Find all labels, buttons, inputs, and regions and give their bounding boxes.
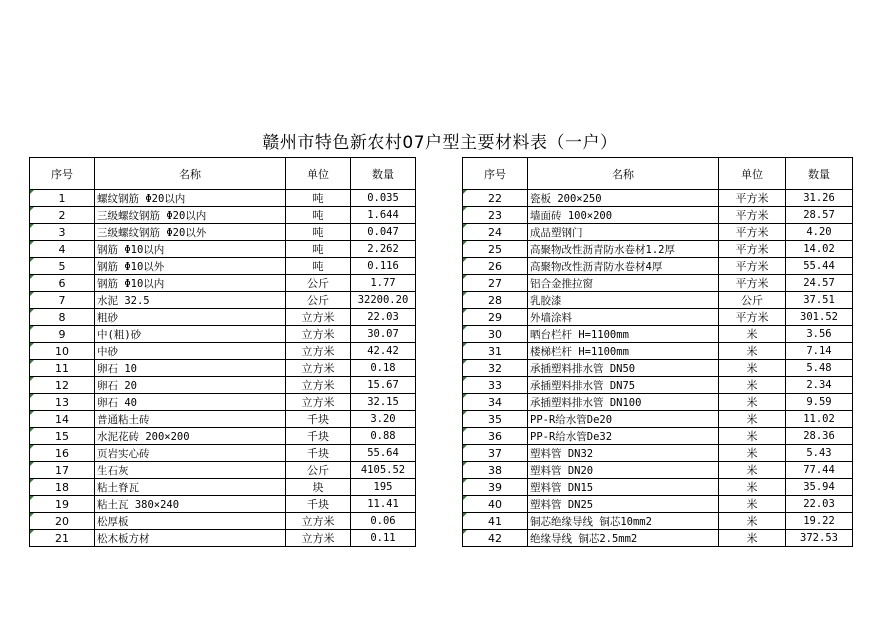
cell-seq: 32 (463, 360, 528, 377)
cell-unit: 吨 (286, 190, 351, 207)
cell-seq: 30 (463, 326, 528, 343)
table-row (30, 428, 416, 445)
cell-unit: 平方米 (719, 275, 786, 292)
cell-name: 水泥花砖 200×200 (95, 428, 286, 445)
cell-unit: 立方米 (286, 309, 351, 326)
cell-unit: 公斤 (286, 462, 351, 479)
cell-seq: 25 (463, 241, 528, 258)
table-row (30, 343, 416, 360)
table-row (463, 377, 853, 394)
table-header-row (463, 158, 853, 190)
cell-name: 高聚物改性沥青防水卷材4厚 (528, 258, 719, 275)
cell-qty: 0.047 (351, 224, 416, 241)
cell-qty: 28.36 (786, 428, 853, 445)
cell-unit: 米 (719, 445, 786, 462)
cell-name: 生石灰 (95, 462, 286, 479)
table-row (463, 513, 853, 530)
cell-qty: 30.07 (351, 326, 416, 343)
cell-seq: 41 (463, 513, 528, 530)
cell-seq: 26 (463, 258, 528, 275)
table-row (463, 479, 853, 496)
cell-qty: 32.15 (351, 394, 416, 411)
cell-seq: 28 (463, 292, 528, 309)
cell-name: 螺纹钢筋 Φ20以内 (95, 190, 286, 207)
table-row (30, 479, 416, 496)
cell-unit: 立方米 (286, 326, 351, 343)
cell-seq: 8 (30, 309, 95, 326)
cell-qty: 301.52 (786, 309, 853, 326)
cell-unit: 公斤 (286, 292, 351, 309)
cell-qty: 31.26 (786, 190, 853, 207)
cell-seq: 20 (30, 513, 95, 530)
cell-unit: 公斤 (719, 292, 786, 309)
cell-unit: 平方米 (719, 241, 786, 258)
cell-qty: 4.20 (786, 224, 853, 241)
cell-unit: 公斤 (286, 275, 351, 292)
cell-qty: 19.22 (786, 513, 853, 530)
cell-seq: 13 (30, 394, 95, 411)
cell-name: 外墙涂料 (528, 309, 719, 326)
cell-unit: 立方米 (286, 360, 351, 377)
table-row (463, 462, 853, 479)
cell-qty: 7.14 (786, 343, 853, 360)
table-row (463, 309, 853, 326)
cell-qty: 37.51 (786, 292, 853, 309)
cell-name: 成品塑钢门 (528, 224, 719, 241)
cell-qty: 1.77 (351, 275, 416, 292)
cell-seq: 3 (30, 224, 95, 241)
table-row (30, 224, 416, 241)
cell-unit: 立方米 (286, 394, 351, 411)
table-row (30, 530, 416, 547)
cell-seq: 33 (463, 377, 528, 394)
cell-name: 高聚物改性沥青防水卷材1.2厚 (528, 241, 719, 258)
cell-qty: 22.03 (786, 496, 853, 513)
cell-name: PP-R给水管De20 (528, 411, 719, 428)
table-row (463, 224, 853, 241)
materials-table-right (462, 157, 853, 547)
cell-unit: 平方米 (719, 207, 786, 224)
cell-qty: 28.57 (786, 207, 853, 224)
cell-qty: 32200.20 (351, 292, 416, 309)
cell-seq: 40 (463, 496, 528, 513)
table-row (30, 292, 416, 309)
cell-unit: 米 (719, 343, 786, 360)
header-seq: 序号 (30, 158, 95, 190)
cell-seq: 10 (30, 343, 95, 360)
cell-qty: 9.59 (786, 394, 853, 411)
cell-unit: 米 (719, 462, 786, 479)
table-row (463, 343, 853, 360)
cell-qty: 5.43 (786, 445, 853, 462)
cell-qty: 0.18 (351, 360, 416, 377)
cell-name: 粗砂 (95, 309, 286, 326)
cell-qty: 14.02 (786, 241, 853, 258)
table-row (463, 394, 853, 411)
table-row (463, 326, 853, 343)
cell-name: 钢筋 Φ10以内 (95, 275, 286, 292)
cell-seq: 34 (463, 394, 528, 411)
cell-unit: 米 (719, 326, 786, 343)
cell-qty: 55.44 (786, 258, 853, 275)
cell-seq: 5 (30, 258, 95, 275)
cell-qty: 2.34 (786, 377, 853, 394)
table-row (463, 241, 853, 258)
cell-seq: 35 (463, 411, 528, 428)
cell-unit: 米 (719, 513, 786, 530)
table-row (30, 394, 416, 411)
cell-qty: 0.06 (351, 513, 416, 530)
cell-unit: 立方米 (286, 343, 351, 360)
cell-unit: 千块 (286, 428, 351, 445)
cell-unit: 米 (719, 360, 786, 377)
page-title: 赣州市特色新农村07户型主要材料表（一户） (262, 133, 618, 153)
cell-seq: 31 (463, 343, 528, 360)
cell-name: 承插塑料排水管 DN50 (528, 360, 719, 377)
cell-name: 松厚板 (95, 513, 286, 530)
table-row (30, 496, 416, 513)
table-row (463, 258, 853, 275)
header-name: 名称 (95, 158, 286, 190)
cell-name: 塑料管 DN32 (528, 445, 719, 462)
materials-table-left (29, 157, 416, 547)
header-name: 名称 (528, 158, 719, 190)
cell-name: 塑料管 DN20 (528, 462, 719, 479)
header-qty: 数量 (351, 158, 416, 190)
cell-qty: 15.67 (351, 377, 416, 394)
table-row (463, 275, 853, 292)
cell-unit: 平方米 (719, 309, 786, 326)
table-row (463, 445, 853, 462)
cell-name: 承插塑料排水管 DN75 (528, 377, 719, 394)
cell-qty: 22.03 (351, 309, 416, 326)
table-row (30, 275, 416, 292)
cell-qty: 42.42 (351, 343, 416, 360)
cell-name: 页岩实心砖 (95, 445, 286, 462)
cell-seq: 39 (463, 479, 528, 496)
cell-seq: 7 (30, 292, 95, 309)
cell-seq: 4 (30, 241, 95, 258)
cell-name: PP-R给水管De32 (528, 428, 719, 445)
table-row (30, 190, 416, 207)
cell-unit: 米 (719, 428, 786, 445)
cell-qty: 3.20 (351, 411, 416, 428)
table-row (30, 360, 416, 377)
cell-qty: 0.035 (351, 190, 416, 207)
table-row (463, 292, 853, 309)
cell-unit: 吨 (286, 224, 351, 241)
cell-unit: 吨 (286, 258, 351, 275)
cell-qty: 4105.52 (351, 462, 416, 479)
table-row (30, 207, 416, 224)
table-row (463, 190, 853, 207)
cell-name: 塑料管 DN25 (528, 496, 719, 513)
cell-name: 楼梯栏杆 H=1100mm (528, 343, 719, 360)
cell-name: 卵石 40 (95, 394, 286, 411)
cell-qty: 24.57 (786, 275, 853, 292)
cell-unit: 平方米 (719, 224, 786, 241)
table-row (30, 411, 416, 428)
cell-name: 承插塑料排水管 DN100 (528, 394, 719, 411)
cell-unit: 米 (719, 496, 786, 513)
cell-unit: 立方米 (286, 513, 351, 530)
cell-seq: 9 (30, 326, 95, 343)
cell-seq: 24 (463, 224, 528, 241)
cell-seq: 14 (30, 411, 95, 428)
cell-name: 水泥 32.5 (95, 292, 286, 309)
table-row (30, 326, 416, 343)
table-row (463, 411, 853, 428)
cell-qty: 2.262 (351, 241, 416, 258)
cell-qty: 1.644 (351, 207, 416, 224)
cell-seq: 22 (463, 190, 528, 207)
cell-name: 铝合金推拉窗 (528, 275, 719, 292)
cell-seq: 16 (30, 445, 95, 462)
cell-qty: 195 (351, 479, 416, 496)
cell-unit: 米 (719, 394, 786, 411)
cell-seq: 37 (463, 445, 528, 462)
cell-name: 乳胶漆 (528, 292, 719, 309)
table-row (463, 207, 853, 224)
cell-qty: 3.56 (786, 326, 853, 343)
table-row (30, 513, 416, 530)
cell-unit: 立方米 (286, 530, 351, 547)
cell-seq: 1 (30, 190, 95, 207)
cell-name: 铜芯绝缘导线 铜芯10mm2 (528, 513, 719, 530)
cell-name: 卵石 10 (95, 360, 286, 377)
cell-qty: 11.02 (786, 411, 853, 428)
cell-name: 瓷板 200×250 (528, 190, 719, 207)
cell-seq: 11 (30, 360, 95, 377)
cell-seq: 42 (463, 530, 528, 547)
cell-seq: 12 (30, 377, 95, 394)
cell-seq: 23 (463, 207, 528, 224)
table-header-row (30, 158, 416, 190)
header-qty: 数量 (786, 158, 853, 190)
cell-seq: 15 (30, 428, 95, 445)
table-row (30, 462, 416, 479)
table-row (463, 360, 853, 377)
table-row (463, 530, 853, 547)
cell-name: 卵石 20 (95, 377, 286, 394)
table-row (30, 309, 416, 326)
cell-seq: 17 (30, 462, 95, 479)
header-seq: 序号 (463, 158, 528, 190)
cell-unit: 千块 (286, 496, 351, 513)
cell-unit: 平方米 (719, 258, 786, 275)
cell-unit: 平方米 (719, 190, 786, 207)
cell-unit: 米 (719, 377, 786, 394)
cell-qty: 0.88 (351, 428, 416, 445)
cell-name: 粘土脊瓦 (95, 479, 286, 496)
cell-unit: 千块 (286, 445, 351, 462)
table-row (30, 241, 416, 258)
cell-unit: 米 (719, 479, 786, 496)
cell-name: 普通粘土砖 (95, 411, 286, 428)
header-unit: 单位 (719, 158, 786, 190)
table-row (30, 377, 416, 394)
cell-qty: 0.116 (351, 258, 416, 275)
cell-unit: 吨 (286, 207, 351, 224)
cell-name: 中(粗)砂 (95, 326, 286, 343)
cell-unit: 立方米 (286, 377, 351, 394)
cell-qty: 11.41 (351, 496, 416, 513)
cell-unit: 千块 (286, 411, 351, 428)
cell-unit: 米 (719, 411, 786, 428)
cell-qty: 372.53 (786, 530, 853, 547)
cell-name: 钢筋 Φ10以外 (95, 258, 286, 275)
cell-name: 三级螺纹钢筋 Φ20以外 (95, 224, 286, 241)
cell-name: 钢筋 Φ10以内 (95, 241, 286, 258)
cell-name: 松木板方材 (95, 530, 286, 547)
cell-seq: 38 (463, 462, 528, 479)
cell-unit: 块 (286, 479, 351, 496)
cell-name: 三级螺纹钢筋 Φ20以内 (95, 207, 286, 224)
cell-name: 晒台栏杆 H=1100mm (528, 326, 719, 343)
table-row (30, 258, 416, 275)
cell-seq: 19 (30, 496, 95, 513)
cell-name: 塑料管 DN15 (528, 479, 719, 496)
cell-seq: 2 (30, 207, 95, 224)
cell-qty: 5.48 (786, 360, 853, 377)
cell-unit: 吨 (286, 241, 351, 258)
cell-seq: 21 (30, 530, 95, 547)
cell-seq: 27 (463, 275, 528, 292)
cell-unit: 米 (719, 530, 786, 547)
cell-qty: 0.11 (351, 530, 416, 547)
table-row (30, 445, 416, 462)
cell-seq: 29 (463, 309, 528, 326)
cell-qty: 55.64 (351, 445, 416, 462)
cell-name: 墙面砖 100×200 (528, 207, 719, 224)
cell-seq: 18 (30, 479, 95, 496)
cell-seq: 6 (30, 275, 95, 292)
cell-qty: 77.44 (786, 462, 853, 479)
table-row (463, 428, 853, 445)
table-row (463, 496, 853, 513)
cell-name: 绝缘导线 铜芯2.5mm2 (528, 530, 719, 547)
cell-name: 中砂 (95, 343, 286, 360)
cell-name: 粘土瓦 380×240 (95, 496, 286, 513)
cell-qty: 35.94 (786, 479, 853, 496)
cell-seq: 36 (463, 428, 528, 445)
header-unit: 单位 (286, 158, 351, 190)
